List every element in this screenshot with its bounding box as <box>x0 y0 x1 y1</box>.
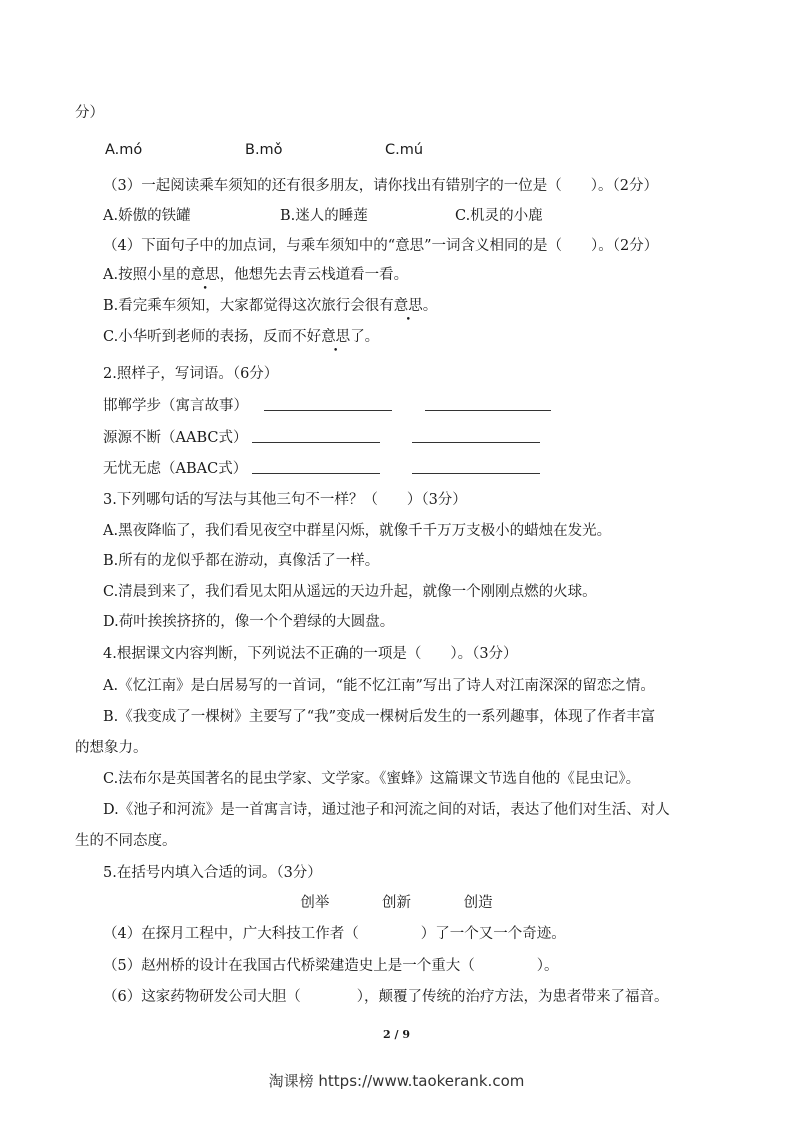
option-b: B.mǒ <box>245 142 283 158</box>
word-2: 创新 <box>382 895 411 911</box>
dotted-word: 意思 <box>393 298 423 314</box>
answer-line[interactable] <box>252 459 380 474</box>
section-5-title: 5.在括号内填入合适的词。（3分） <box>103 865 322 881</box>
s3-option-b: B.所有的龙似乎都在游动，真像活了一样。 <box>103 553 380 569</box>
q3-option-b: B.迷人的睡莲 <box>280 208 368 224</box>
s5-item-5 <box>103 956 558 976</box>
s2-example: 邯郸学步（寓言故事） <box>103 398 248 414</box>
option-c: C.mú <box>385 142 424 158</box>
q4-c-text-end: 了。 <box>350 329 380 345</box>
continued-text: 分） <box>75 105 104 121</box>
s5-item-4 <box>103 924 566 944</box>
word-3: 创造 <box>463 895 493 911</box>
s3-option-d: D.荷叶挨挨挤挤的，像一个个碧绿的大圆盘。 <box>103 614 395 630</box>
s2-example: 无忧无虑（ABAC式） <box>103 461 248 477</box>
question-3: （3）一起阅读乘车须知的还有很多朋友，请你找出有错别字的一位是（ ）。（2分） <box>103 178 658 194</box>
s3-option-c: C.清晨到来了，我们看见太阳从遥远的天边升起，就像一个刚刚点燃的火球。 <box>103 584 597 600</box>
question-4: （4）下面句子中的加点词，与乘车须知中的“意思”一词含义相同的是（ ）。（2分） <box>103 238 659 254</box>
q3-option-a: A.娇傲的铁罐 <box>103 208 191 224</box>
s5-6-text: （6）这家药物研发公司大胆（ <box>103 989 301 1005</box>
s4-option-d: D.《池子和河流》是一首寓言诗，通过池子和河流之间的对话，表达了他们对生活、对人 <box>103 802 670 818</box>
s5-item-6 <box>103 987 668 1007</box>
q4-option-a <box>103 265 408 285</box>
answer-line[interactable] <box>412 459 540 474</box>
answer-line[interactable] <box>425 396 551 411</box>
q3-option-c: C.机灵的小鹿 <box>455 208 543 224</box>
q4-b-text: B.看完乘车须知，大家都觉得这次旅行会很有 <box>103 298 394 314</box>
s4-option-b-cont: 的想象力。 <box>75 740 148 756</box>
s2-row-2 <box>103 428 247 448</box>
q4-b-text-end: 。 <box>422 298 438 314</box>
s4-option-d-cont: 生的不同态度。 <box>75 833 177 849</box>
dotted-word: 意思 <box>190 267 220 283</box>
s4-option-b: B.《我变成了一棵树》主要写了“我”变成一棵树后发生的一系列趣事，体现了作者丰富 <box>103 709 656 725</box>
s4-option-c: C.法布尔是英国著名的昆虫学家、文学家。《蜜蜂》这篇课文节选自他的《昆虫记》。 <box>103 771 641 787</box>
word-1: 创举 <box>300 895 330 911</box>
s5-4-text: （4）在探月工程中，广大科技工作者（ <box>103 926 359 942</box>
s5-6-text-end: ），颠覆了传统的治疗方法，为患者带来了福音。 <box>356 989 669 1005</box>
section-3-title: 3.下列哪句话的写法与其他三句不一样？（ ）（3分） <box>103 492 467 508</box>
page-number: 2 / 9 <box>383 1028 410 1041</box>
footer-watermark[interactable]: 淘课榜 https://www.taokerank.com <box>268 1072 525 1090</box>
s5-4-text-end: ）了一个又一个奇迹。 <box>420 926 566 942</box>
answer-line[interactable] <box>264 396 392 411</box>
q4-a-text-end: ，他想先去青云栈道看一看。 <box>219 267 409 283</box>
s2-row-3 <box>103 459 247 479</box>
s2-example: 源源不断（AABC式） <box>103 430 248 446</box>
s5-5-text: （5）赵州桥的设计在我国古代桥梁建造史上是一个重大（ <box>103 958 475 974</box>
word-bank <box>0 891 793 912</box>
answer-line[interactable] <box>252 428 380 443</box>
s3-option-a: A.黑夜降临了，我们看见夜空中群星闪烁，就像千千万万支极小的蜡烛在发光。 <box>103 523 612 539</box>
section-4-title: 4.根据课文内容判断，下列说法不正确的一项是（ ）。（3分） <box>103 646 518 662</box>
dotted-word: 意思 <box>321 329 351 345</box>
s4-option-a: A.《忆江南》是白居易写的一首词，“能不忆江南”写出了诗人对江南深深的留恋之情。 <box>103 678 655 694</box>
option-a: A.mó <box>105 142 143 158</box>
answer-line[interactable] <box>412 428 540 443</box>
section-2-title: 2.照样子，写词语。（6分） <box>103 366 279 382</box>
s2-row-1 <box>103 396 248 416</box>
q4-option-c <box>103 327 379 347</box>
s5-5-text-end: ）。 <box>536 958 559 974</box>
q4-option-b <box>103 296 437 316</box>
q4-c-text: C.小华听到老师的表扬，反而不好 <box>103 329 322 345</box>
q4-a-text: A.按照小星的 <box>103 267 191 283</box>
